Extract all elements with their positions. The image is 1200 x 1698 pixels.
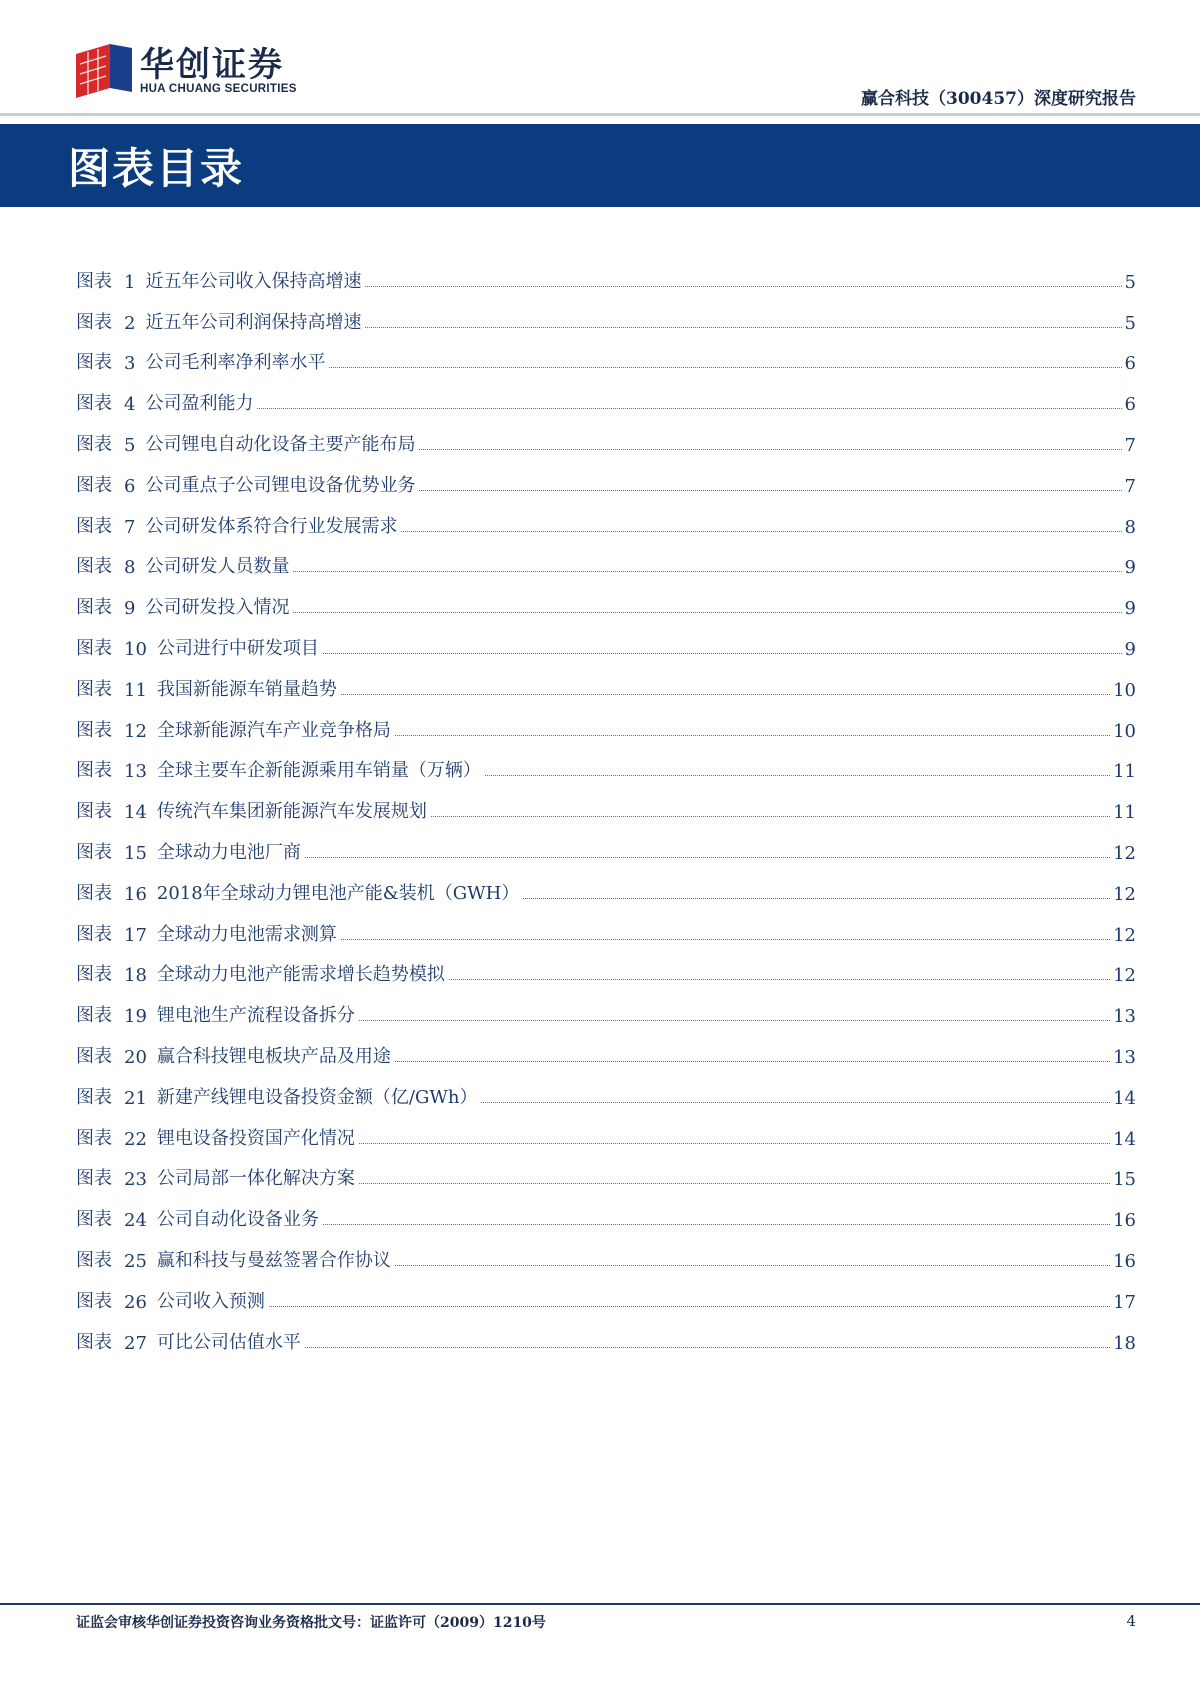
toc-entry[interactable]	[76, 456, 1136, 497]
toc-leader-dots	[395, 1265, 1110, 1266]
toc-label: 图表	[76, 1249, 112, 1271]
toc-figure-number: 5	[124, 434, 136, 456]
toc-figure-title: 全球主要车企新能源乘用车销量（万辆）	[156, 760, 481, 782]
toc-leader-dots	[419, 449, 1121, 450]
footer-license: 证监会审核华创证券投资咨询业务资格批文号：证监许可（2009）1210号	[76, 1615, 546, 1631]
toc-figure-title: 公司研发体系符合行业发展需求	[145, 515, 398, 537]
toc-entry[interactable]	[76, 986, 1136, 1027]
toc-leader-dots	[523, 898, 1110, 899]
toc-leader-dots	[431, 816, 1110, 817]
figure-toc-list	[76, 252, 1136, 1354]
toc-label: 图表	[76, 1005, 112, 1027]
toc-figure-title: 公司锂电自动化设备主要产能布局	[145, 433, 416, 455]
toc-entry[interactable]	[76, 1109, 1136, 1150]
toc-label: 图表	[76, 719, 112, 741]
toc-page-number: 9	[1124, 557, 1136, 579]
toc-label: 图表	[76, 923, 112, 945]
toc-figure-title: 新建产线锂电设备投资金额（亿/GWh）	[156, 1086, 478, 1108]
toc-leader-dots	[449, 979, 1110, 980]
toc-entry[interactable]	[76, 578, 1136, 619]
toc-label: 图表	[76, 474, 112, 496]
toc-entry[interactable]	[76, 1313, 1136, 1354]
toc-entry[interactable]	[76, 252, 1136, 293]
toc-leader-dots	[341, 694, 1110, 695]
toc-entry[interactable]	[76, 619, 1136, 660]
toc-entry[interactable]	[76, 334, 1136, 375]
toc-entry[interactable]	[76, 823, 1136, 864]
toc-label: 图表	[76, 311, 112, 333]
toc-label: 图表	[76, 515, 112, 537]
toc-figure-title: 近五年公司利润保持高增速	[145, 311, 362, 333]
toc-entry[interactable]	[76, 1150, 1136, 1191]
toc-figure-title: 锂电池生产流程设备拆分	[156, 1005, 355, 1027]
toc-label: 图表	[76, 760, 112, 782]
logo-english-name: HUA CHUANG SECURITIES	[140, 83, 297, 95]
toc-label: 图表	[76, 556, 112, 578]
toc-figure-number: 13	[124, 761, 147, 783]
toc-page-number: 18	[1113, 1332, 1136, 1354]
toc-leader-dots	[419, 490, 1121, 491]
toc-page-number: 6	[1124, 353, 1136, 375]
toc-label: 图表	[76, 597, 112, 619]
toc-figure-number: 2	[124, 312, 136, 334]
toc-figure-title: 可比公司估值水平	[156, 1331, 301, 1353]
toc-entry[interactable]	[76, 1068, 1136, 1109]
toc-figure-title: 全球新能源汽车产业竞争格局	[156, 719, 391, 741]
page-header	[0, 0, 1200, 120]
toc-leader-dots	[305, 857, 1110, 858]
toc-figure-number: 17	[124, 924, 147, 946]
toc-entry[interactable]	[76, 538, 1136, 579]
toc-label: 图表	[76, 882, 112, 904]
toc-figure-number: 18	[124, 965, 147, 987]
toc-figure-title: 传统汽车集团新能源汽车发展规划	[156, 801, 427, 823]
toc-page-number: 7	[1124, 475, 1136, 497]
toc-figure-number: 6	[124, 475, 136, 497]
toc-figure-title: 公司盈利能力	[145, 393, 254, 415]
toc-label: 图表	[76, 637, 112, 659]
toc-page-number: 10	[1113, 720, 1136, 742]
toc-entry[interactable]	[76, 782, 1136, 823]
toc-label: 图表	[76, 678, 112, 700]
toc-label: 图表	[76, 1045, 112, 1067]
toc-label: 图表	[76, 352, 112, 374]
report-title: 赢合科技（300457）深度研究报告	[861, 89, 1136, 109]
toc-label: 图表	[76, 1086, 112, 1108]
toc-page-number: 15	[1113, 1169, 1136, 1191]
toc-label: 图表	[76, 841, 112, 863]
toc-figure-number: 21	[124, 1087, 147, 1109]
toc-leader-dots	[323, 653, 1122, 654]
toc-label: 图表	[76, 393, 112, 415]
toc-figure-title: 公司研发投入情况	[145, 597, 290, 619]
toc-page-number: 10	[1113, 679, 1136, 701]
toc-entry[interactable]	[76, 660, 1136, 701]
company-logo	[76, 44, 297, 98]
toc-leader-dots	[323, 1224, 1110, 1225]
toc-leader-dots	[365, 327, 1121, 328]
toc-leader-dots	[481, 1102, 1110, 1103]
toc-figure-title: 公司进行中研发项目	[156, 637, 319, 659]
toc-figure-title: 我国新能源车销量趋势	[156, 678, 337, 700]
toc-figure-number: 7	[124, 516, 136, 538]
toc-leader-dots	[293, 571, 1121, 572]
page-number: 4	[1126, 1612, 1136, 1630]
toc-leader-dots	[359, 1183, 1110, 1184]
toc-figure-title: 公司研发人员数量	[145, 556, 290, 578]
toc-figure-number: 10	[124, 638, 147, 660]
toc-figure-title: 全球动力电池产能需求增长趋势模拟	[156, 964, 445, 986]
footer-divider	[0, 1603, 1200, 1605]
section-title: 图表目录	[68, 144, 245, 193]
toc-figure-number: 22	[124, 1128, 147, 1150]
toc-figure-number: 9	[124, 598, 136, 620]
toc-leader-dots	[395, 1061, 1110, 1062]
logo-mark-icon	[76, 44, 132, 98]
toc-page-number: 7	[1124, 434, 1136, 456]
toc-figure-title: 公司毛利率净利率水平	[145, 352, 326, 374]
toc-page-number: 9	[1124, 638, 1136, 660]
toc-figure-title: 公司自动化设备业务	[156, 1209, 319, 1231]
toc-leader-dots	[269, 1306, 1110, 1307]
toc-entry[interactable]	[76, 905, 1136, 946]
toc-figure-number: 3	[124, 353, 136, 375]
toc-label: 图表	[76, 1209, 112, 1231]
toc-label: 图表	[76, 1168, 112, 1190]
toc-label: 图表	[76, 1290, 112, 1312]
toc-page-number: 14	[1113, 1087, 1136, 1109]
toc-figure-number: 8	[124, 557, 136, 579]
toc-figure-number: 15	[124, 842, 147, 864]
toc-figure-title: 赢和科技与曼兹签署合作协议	[156, 1249, 391, 1271]
toc-leader-dots	[401, 531, 1121, 532]
toc-page-number: 13	[1113, 1046, 1136, 1068]
toc-page-number: 12	[1113, 883, 1136, 905]
toc-page-number: 8	[1124, 516, 1136, 538]
toc-entry[interactable]	[76, 1231, 1136, 1272]
toc-figure-number: 14	[124, 802, 147, 824]
toc-page-number: 11	[1113, 802, 1136, 824]
toc-entry[interactable]	[76, 946, 1136, 987]
toc-page-number: 14	[1113, 1128, 1136, 1150]
toc-figure-number: 1	[124, 271, 136, 293]
toc-page-number: 12	[1113, 842, 1136, 864]
toc-entry[interactable]	[76, 864, 1136, 905]
toc-page-number: 13	[1113, 1006, 1136, 1028]
toc-figure-title: 赢合科技锂电板块产品及用途	[156, 1045, 391, 1067]
toc-leader-dots	[341, 939, 1110, 940]
toc-leader-dots	[365, 286, 1121, 287]
toc-entry[interactable]	[76, 742, 1136, 783]
toc-entry[interactable]	[76, 1190, 1136, 1231]
toc-figure-title: 近五年公司收入保持高增速	[145, 270, 362, 292]
toc-figure-number: 12	[124, 720, 147, 742]
toc-leader-dots	[485, 775, 1110, 776]
toc-figure-number: 16	[124, 883, 147, 905]
toc-label: 图表	[76, 1127, 112, 1149]
toc-leader-dots	[305, 1347, 1110, 1348]
toc-figure-number: 26	[124, 1291, 147, 1313]
toc-figure-number: 19	[124, 1006, 147, 1028]
toc-figure-number: 24	[124, 1210, 147, 1232]
header-divider	[0, 113, 1200, 116]
toc-page-number: 5	[1124, 312, 1136, 334]
toc-figure-title: 全球动力电池需求测算	[156, 923, 337, 945]
toc-figure-number: 23	[124, 1169, 147, 1191]
toc-leader-dots	[359, 1143, 1110, 1144]
toc-page-number: 12	[1113, 924, 1136, 946]
toc-figure-title: 锂电设备投资国产化情况	[156, 1127, 355, 1149]
toc-label: 图表	[76, 270, 112, 292]
toc-page-number: 9	[1124, 598, 1136, 620]
toc-page-number: 6	[1124, 394, 1136, 416]
toc-label: 图表	[76, 964, 112, 986]
toc-leader-dots	[257, 408, 1121, 409]
toc-page-number: 16	[1113, 1250, 1136, 1272]
toc-leader-dots	[329, 367, 1121, 368]
toc-label: 图表	[76, 433, 112, 455]
toc-page-number: 17	[1113, 1291, 1136, 1313]
toc-page-number: 5	[1124, 271, 1136, 293]
toc-leader-dots	[395, 735, 1110, 736]
toc-entry[interactable]	[76, 415, 1136, 456]
toc-figure-title: 公司收入预测	[156, 1290, 265, 1312]
toc-figure-title: 公司重点子公司锂电设备优势业务	[145, 474, 416, 496]
toc-figure-number: 4	[124, 394, 136, 416]
toc-leader-dots	[359, 1020, 1110, 1021]
toc-entry[interactable]	[76, 1027, 1136, 1068]
toc-figure-number: 11	[124, 679, 147, 701]
toc-entry[interactable]	[76, 701, 1136, 742]
toc-figure-number: 20	[124, 1046, 147, 1068]
logo-chinese-name: 华创证券	[140, 45, 284, 85]
toc-entry[interactable]	[76, 1272, 1136, 1313]
toc-leader-dots	[293, 612, 1121, 613]
toc-page-number: 16	[1113, 1210, 1136, 1232]
toc-entry[interactable]	[76, 497, 1136, 538]
toc-entry[interactable]	[76, 293, 1136, 334]
toc-figure-title: 公司局部一体化解决方案	[156, 1168, 355, 1190]
toc-page-number: 11	[1113, 761, 1136, 783]
toc-label: 图表	[76, 1331, 112, 1353]
toc-entry[interactable]	[76, 374, 1136, 415]
toc-figure-title: 全球动力电池厂商	[156, 841, 301, 863]
toc-label: 图表	[76, 801, 112, 823]
toc-figure-number: 25	[124, 1250, 147, 1272]
toc-figure-number: 27	[124, 1332, 147, 1354]
toc-figure-title: 2018年全球动力锂电池产能&装机（GWH）	[156, 882, 520, 904]
toc-page-number: 12	[1113, 965, 1136, 987]
